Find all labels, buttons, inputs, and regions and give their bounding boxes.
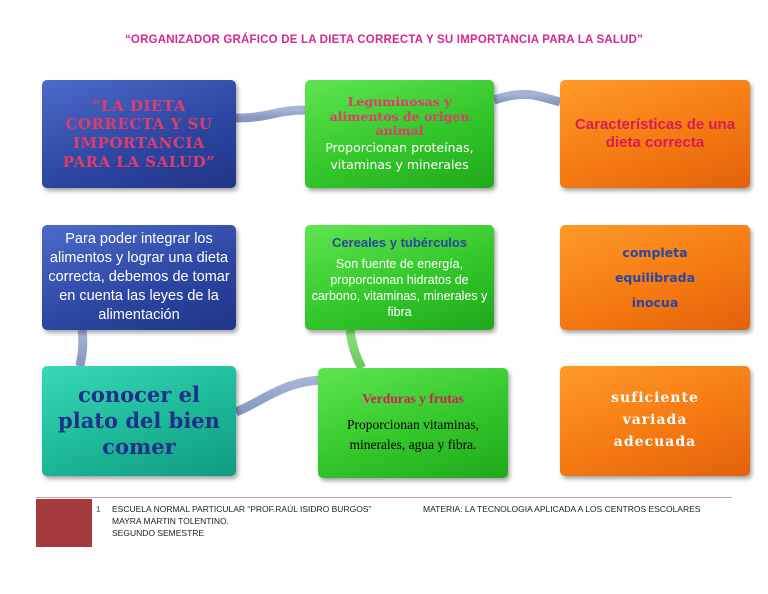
node-caracteristicas <box>560 80 750 188</box>
leyes-2-item: suficiente <box>611 390 699 407</box>
leyes-1-item: equilibrada <box>614 270 696 285</box>
connector-leguminosas-caracteristicas <box>494 94 560 102</box>
footer-author: MAYRA MARTIN TOLENTINO. <box>112 516 229 526</box>
node-leguminosas-body: Proporcionan proteínas, vitaminas y minerales <box>325 140 474 172</box>
footer-accent-block <box>36 499 92 547</box>
node-cereales-heading: Cereales y tubérculos <box>331 234 468 250</box>
leyes-1-item: completa <box>622 245 688 260</box>
node-cereales-body: Son fuente de energía, proporcionan hidratos de carbono, vitaminas, minerales y fibra <box>311 256 488 320</box>
node-leyes-2 <box>560 366 750 476</box>
node-integrar <box>42 225 236 330</box>
connector-cereales-verduras <box>350 330 362 368</box>
node-caracteristicas-text: Características de una dieta correcta <box>574 116 736 151</box>
footer-school: ESCUELA NORMAL PARTICULAR “PROF.RAÚL ISIDRO BURGOS” <box>112 504 372 514</box>
node-dieta-correcta <box>42 80 236 188</box>
footer-divider <box>36 497 732 498</box>
node-plato-bien-comer <box>42 366 236 476</box>
node-leguminosas <box>305 80 494 188</box>
leyes-2-item: variada <box>622 412 688 429</box>
node-leyes-1 <box>560 225 750 330</box>
connector-dieta-leguminosas <box>236 110 305 118</box>
node-integrar-text: Para poder integrar los alimentos y lograr una dieta correcta, debemos de tomar en cuenta las leyes de la alimentación <box>48 231 230 323</box>
node-verduras <box>318 368 508 478</box>
footer-subject: MATERIA: LA TECNOLOGIA APLICADA A LOS CENTROS ESCOLARES <box>423 504 701 514</box>
leyes-2-item: adecuada <box>613 433 697 450</box>
footer-page-number: 1 <box>96 504 101 514</box>
node-verduras-body: Proporcionan vitaminas, minerales, agua y fibra. <box>347 416 479 452</box>
node-verduras-heading: Verduras y frutas <box>362 390 464 406</box>
connector-integrar-plato <box>80 330 83 366</box>
connector-plato-verduras <box>236 380 326 412</box>
node-cereales <box>305 225 494 330</box>
page-title: “ORGANIZADOR GRÁFICO DE LA DIETA CORRECTA Y SU IMPORTANCIA PARA LA SALUD” <box>124 34 644 46</box>
footer-info <box>112 503 371 539</box>
node-leguminosas-heading: Leguminosas y alimentos de origen animal <box>329 94 470 138</box>
node-dieta-text: “LA DIETA CORRECTA Y SU IMPORTANCIA PARA LA SALUD” <box>62 96 216 171</box>
leyes-1-item: inocua <box>631 295 679 310</box>
node-plato-text: conocer el plato del bien comer <box>58 381 220 460</box>
footer-semester: SEGUNDO SEMESTRE <box>112 528 205 538</box>
